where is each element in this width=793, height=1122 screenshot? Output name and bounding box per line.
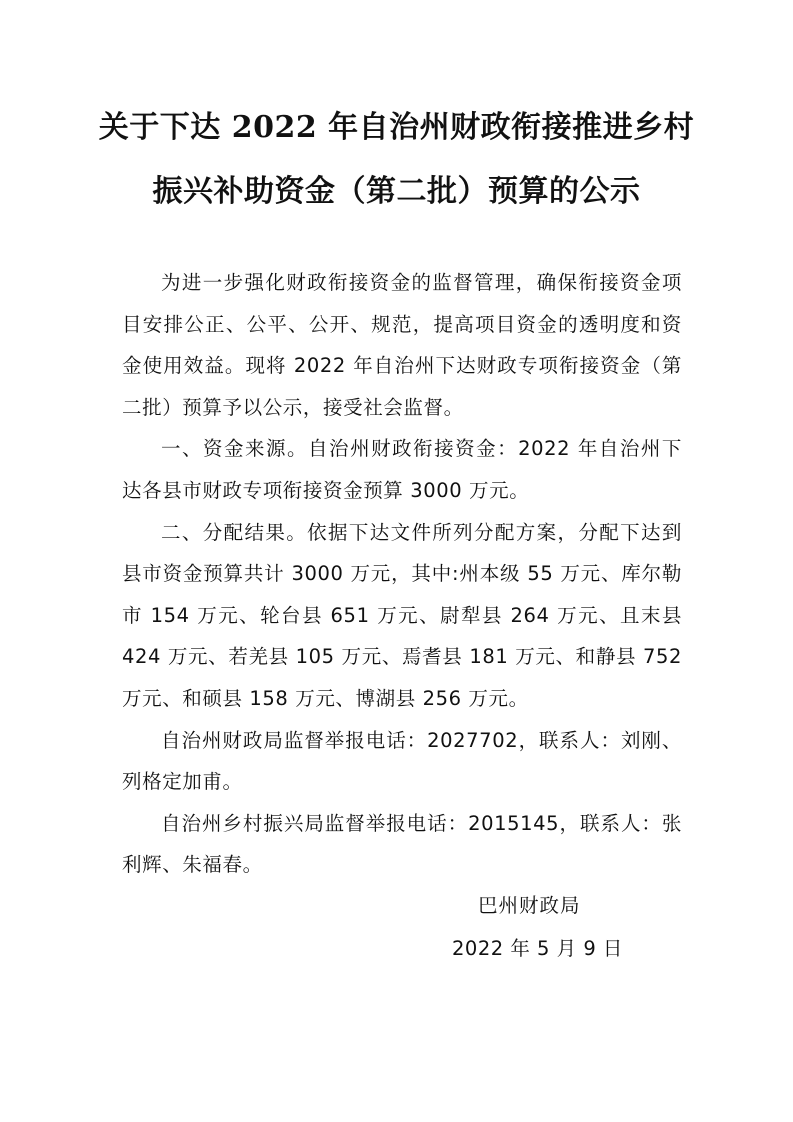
fund-source-paragraph: 一、资金来源。自治州财政衔接资金：2022 年自治州下达各县市财政专项衔接资金预算 3000 万元。 [122, 437, 682, 502]
signature-organization: 巴州财政局 [478, 894, 581, 917]
allocation-result-paragraph: 二、分配结果。依据下达文件所列分配方案，分配下达到县市资金预算共计 3000 万元，其中:州本级 55 万元、库尔勒市 154 万元、轮台县 651 万元、尉犁县 264 万元、且末县 424 万元、若羌县 105 万元、焉耆县 181 万元、和静县 752 万元、和硕县 158 万元、博湖县 256 万元。 [122, 520, 682, 710]
rural-revitalization-contact-paragraph: 自治州乡村振兴局监督举报电话：2015145，联系人：张利辉、朱福春。 [122, 811, 682, 877]
document-title-line-2: 振兴补助资金（第二批）预算的公示 [152, 174, 641, 209]
document-body [122, 262, 682, 886]
intro-paragraph: 为进一步强化财政衔接资金的监督管理，确保衔接资金项目安排公正、公平、公开、规范，提高项目资金的透明度和资金使用效益。现将 2022 年自治州下达财政专项衔接资金（第二批）预算予以公示，接受社会监督。 [122, 271, 682, 419]
document-title-line-1: 关于下达 2022 年自治州财政衔接推进乡村 [98, 110, 695, 145]
signature-date: 2022 年 5 月 9 日 [452, 937, 623, 960]
finance-bureau-contact-paragraph: 自治州财政局监督举报电话：2027702，联系人：刘刚、列格定加甫。 [122, 728, 682, 794]
